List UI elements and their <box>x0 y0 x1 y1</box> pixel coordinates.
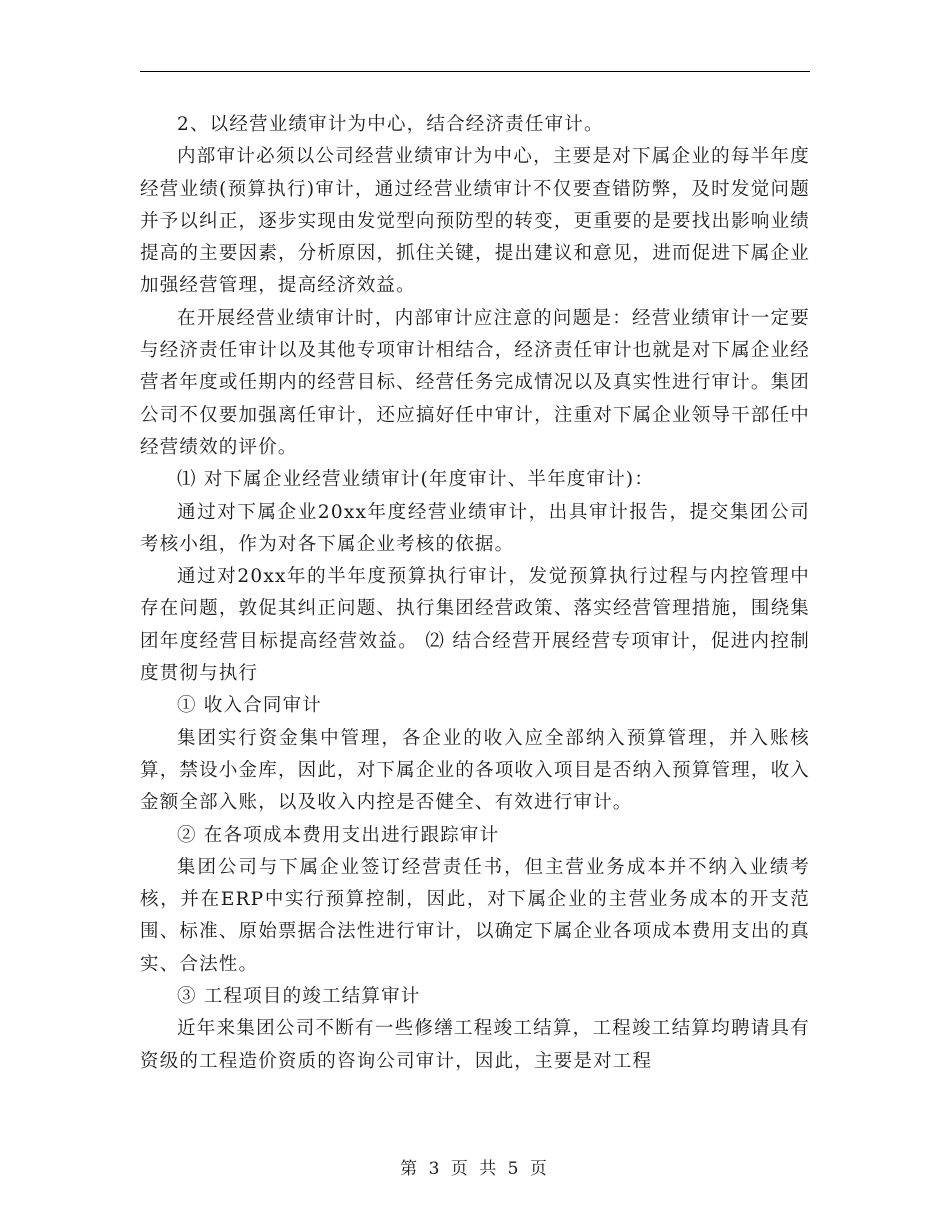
document-body <box>140 109 810 1078</box>
paragraph-subheading: ⑴ 对下属企业经营业绩审计(年度审计、半年度审计)： <box>177 469 655 491</box>
header-rule <box>140 71 810 72</box>
paragraph: 在开展经营业绩审计时，内部审计应注意的问题是：经营业绩审计一定要与经济责任审计以及其他专项审计相结合，经济责任审计也就是对下属企业经营者年度或任期内的经营目标、经营任务完成情况以及真实性进行审计。集团公司不仅要加强离任审计，还应搞好任中审计，注重对下属企业领导干部任中经营绩效的评价。 <box>140 307 810 458</box>
page-footer: 第 3 页 共 5 页 <box>400 1159 550 1179</box>
paragraph-subheading: ③ 工程项目的竣工结算审计 <box>177 986 421 1008</box>
paragraph-subheading: ② 在各项成本费用支出进行跟踪审计 <box>177 824 500 846</box>
paragraph: 集团公司与下属企业签订经营责任书，但主营业务成本并不纳入业绩考核，并在ERP中实行预算控制，因此，对下属企业的主营业务成本的开支范围、标准、原始票据合法性进行审计，以确定下属企业各项成本费用支出的真实、合法性。 <box>140 856 810 975</box>
paragraph: 通过对20xx年的半年度预算执行审计，发觉预算执行过程与内控管理中存在问题，敦促其纠正问题、执行集团经营政策、落实经营管理措施，围绕集团年度经营目标提高经营效益。 ⑵ 结合经营开展经营专项审计，促进内控制度贯彻与执行 <box>140 566 810 685</box>
paragraph: 近年来集团公司不断有一些修缮工程竣工结算，工程竣工结算均聘请具有资级的工程造价资质的咨询公司审计，因此，主要是对工程 <box>140 1018 810 1072</box>
paragraph-heading-2: 2、以经营业绩审计为中心，结合经济责任审计。 <box>177 114 604 135</box>
paragraph: 集团实行资金集中管理，各企业的收入应全部纳入预算管理，并入账核算，禁设小金库，因此，对下属企业的各项收入项目是否纳入预算管理，收入金额全部入账，以及收入内控是否健全、有效进行审计。 <box>140 727 810 814</box>
paragraph-subheading: ① 收入合同审计 <box>177 695 322 717</box>
paragraph: 内部审计必须以公司经营业绩审计为中心，主要是对下属企业的每半年度经营业绩(预算执行)审计，通过经营业绩审计不仅要查错防弊，及时发觉问题并予以纠正，逐步实现由发觉型向预防型的转变，更重要的是要找出影响业绩提高的主要因素，分析原因，抓住关键，提出建议和意见，进而促进下属企业加强经营管理，提高经济效益。 <box>140 146 810 297</box>
paragraph: 通过对下属企业20xx年度经营业绩审计，出具审计报告，提交集团公司考核小组，作为对各下属企业考核的依据。 <box>140 501 810 555</box>
